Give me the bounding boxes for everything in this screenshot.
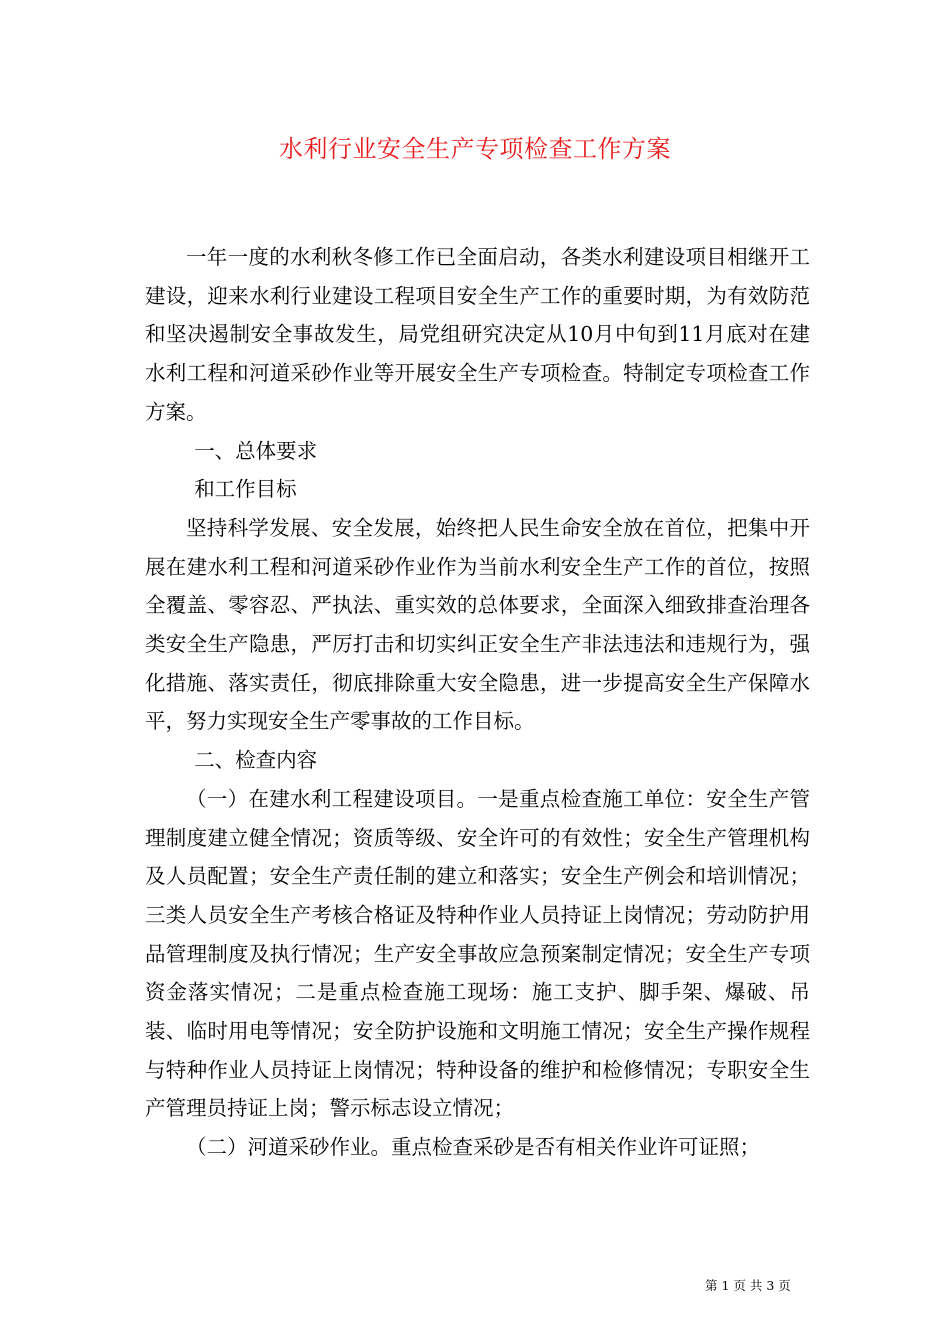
construction-projects-paragraph: （一）在建水利工程建设项目。一是重点检查施工单位：安全生产管理制度建立健全情况；资质等级、安全许可的有效性；安全生产管理机构及人员配置；安全生产责任制的建立和落实；安全生产例会和培训情况；三类人员安全生产考核合格证及特种作业人员持证上岗情况；劳动防护用品管理制度及执行情况；生产安全事故应急预案制定情况；安全生产专项资金落实情况；二是重点检查施工现场：施工支护、脚手架、爆破、吊装、临时用电等情况；安全防护设施和文明施工情况；安全生产操作规程与特种作业人员持证上岗情况；特种设备的维护和检修情况；专职安全生产管理员持证上岗；警示标志设立情况； <box>145 786 810 1121</box>
document-title: 水利行业安全生产专项检查工作方案 <box>279 135 671 163</box>
intro-paragraph: 一年一度的水利秋冬修工作已全面启动，各类水利建设项目相继开工建设，迎来水利行业建设工程项目安全生产工作的重要时期，为有效防范和坚决遏制安全事故发生，局党组研究决定从10月中旬到11月底对在建水利工程和河道采砂作业等开展安全生产专项检查。特制定专项检查工作方案。 <box>145 245 810 424</box>
document-body <box>145 238 810 1167</box>
goals-paragraph: 坚持科学发展、安全发展，始终把人民生命安全放在首位，把集中开展在建水利工程和河道采砂作业作为当前水利安全生产工作的首位，按照全覆盖、零容忍、严执法、重实效的总体要求，全面深入细致排查治理各类安全生产隐患，严厉打击和切实纠正安全生产非法违法和违规行为，强化措施、落实责任，彻底排除重大安全隐患，进一步提高安全生产保障水平，努力实现安全生产零事故的工作目标。 <box>145 515 810 734</box>
sand-mining-paragraph: （二）河道采砂作业。重点检查采砂是否有相关作业许可证照； <box>186 1135 760 1160</box>
section-heading-inspection-content: 二、检查内容 <box>194 748 318 773</box>
page-number: 第 1 页 共 3 页 <box>705 1278 791 1293</box>
section-heading-work-goals: 和工作目标 <box>194 477 297 502</box>
section-heading-general-requirements: 一、总体要求 <box>194 438 318 463</box>
